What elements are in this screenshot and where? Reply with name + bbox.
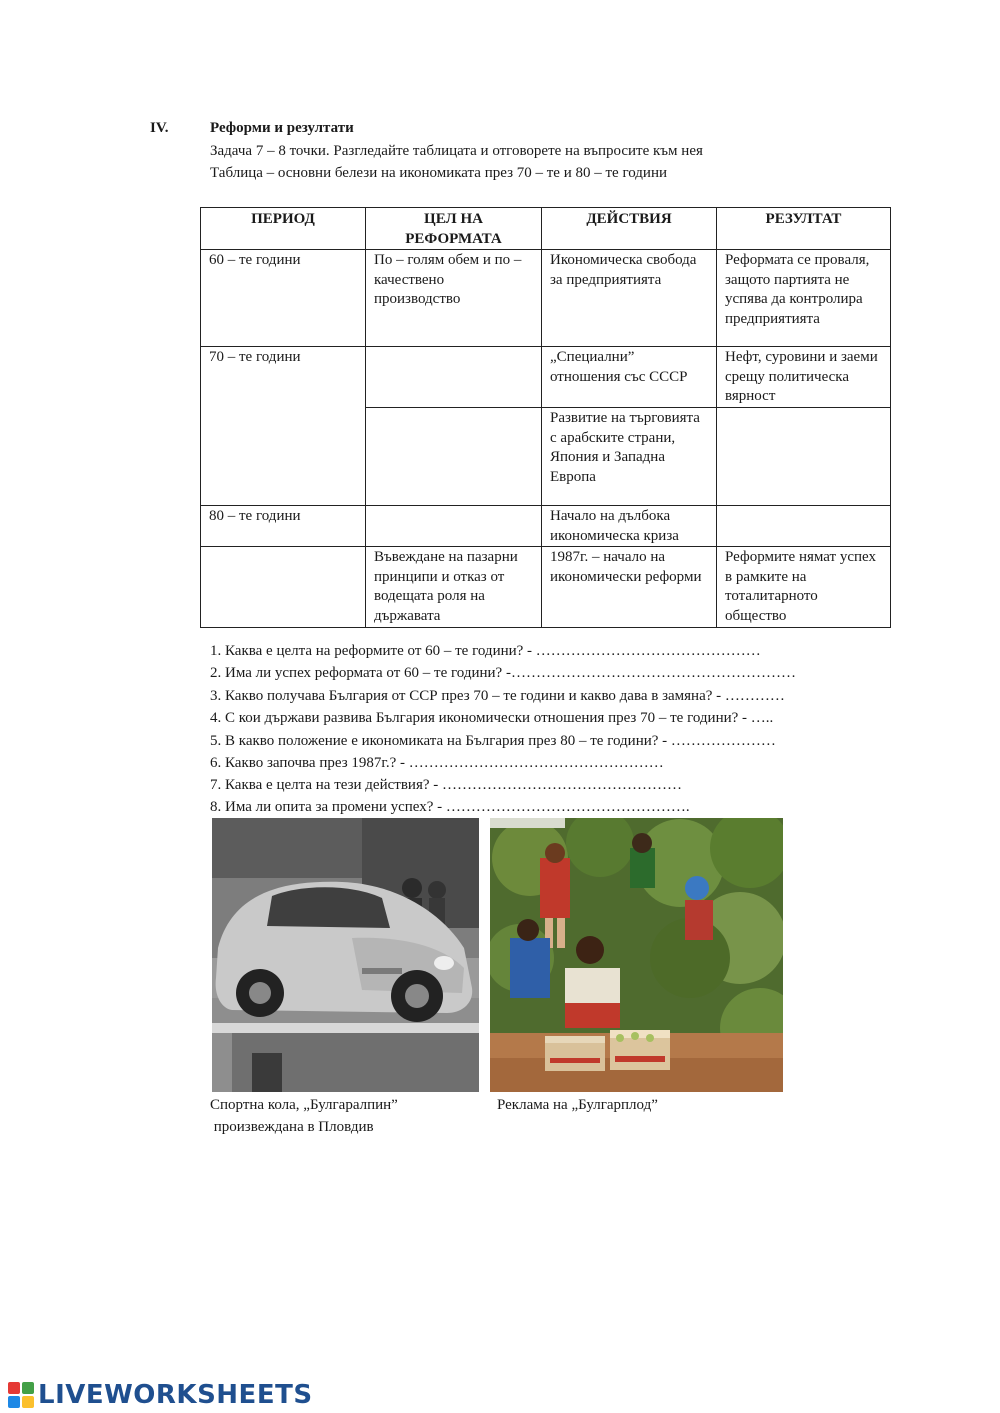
question-8: 8. Има ли опита за промени успех? - …………………………………………. [210, 799, 690, 815]
section-title: Реформи и резултати [210, 120, 354, 136]
table-row [201, 547, 891, 627]
table-row [201, 347, 891, 408]
cell-result [717, 407, 891, 505]
cell-goal [366, 407, 542, 505]
question-4: 4. С кои държави развива България икономически отношения през 70 – те години? - ….. [210, 710, 774, 726]
cell-result: Реформите нямат успех в рамките на тоталитарното общество [717, 547, 891, 627]
cell-goal [366, 505, 542, 546]
logo-block-red [8, 1382, 20, 1394]
cell-period [201, 547, 366, 627]
table-caption: Таблица – основни белези на икономиката през 70 – те и 80 – те години [210, 165, 668, 181]
cell-result [717, 505, 891, 546]
question-7: 7. Каква е целта на тези действия? - ………………………………………… [210, 777, 682, 793]
cell-actions: Развитие на търговията с арабските страни, Япония и Западна Европа [542, 407, 717, 505]
table-row [201, 250, 891, 347]
logo-block-green [22, 1382, 34, 1394]
task-description: Задача 7 – 8 точки. Разгледайте таблицата и отговорете на въпросите към нея [210, 143, 703, 159]
cell-period: 80 – те години [201, 505, 366, 546]
sports-car-photo [212, 818, 479, 1092]
table-row [201, 505, 891, 546]
car-caption-line2: произвеждана в Пловдив [210, 1119, 374, 1135]
cell-actions: 1987г. – начало на икономически реформи [542, 547, 717, 627]
cell-actions: Икономическа свобода за предприятията [542, 250, 717, 347]
brand-name: LIVEWORKSHEETS [38, 1380, 313, 1410]
question-1: 1. Каква е целта на реформите от 60 – те години? - ……………………………………… [210, 643, 761, 659]
cell-goal: По – голям обем и по – качествено производство [366, 250, 542, 347]
cell-period: 60 – те години [201, 250, 366, 347]
section-number: IV. [150, 120, 169, 136]
cell-actions: Начало на дълбока икономическа криза [542, 505, 717, 546]
table-header-row [201, 208, 891, 250]
cell-goal: Въвеждане на пазарни принципи и отказ от водещата роля на държавата [366, 547, 542, 627]
cell-actions: „Специални” отношения със СССР [542, 347, 717, 408]
logo-blocks-icon [8, 1382, 34, 1408]
cell-period: 70 – те години [201, 347, 366, 506]
cell-result: Нефт, суровини и заеми срещу политическа вярност [717, 347, 891, 408]
cell-goal [366, 347, 542, 408]
grape-harvest-photo [490, 818, 783, 1092]
question-6: 6. Какво започва през 1987г.? - …………………………………………… [210, 755, 664, 771]
header-period: ПЕРИОД [201, 208, 366, 250]
grape-caption: Реклама на „Булгарплод” [497, 1097, 658, 1113]
economy-table [200, 207, 891, 628]
header-goal: ЦЕЛ НА РЕФОРМАТА [366, 208, 542, 250]
header-actions: ДЕЙСТВИЯ [542, 208, 717, 250]
question-2: 2. Има ли успех реформата от 60 – те години? -………………………………………………… [210, 665, 796, 681]
liveworksheets-logo[interactable] [8, 1378, 313, 1412]
car-caption-line1: Спортна кола, „Булгаралпин” [210, 1097, 398, 1113]
cell-result: Реформата се проваля, защото партията не успява да контролира предприятията [717, 250, 891, 347]
header-result: РЕЗУЛТАТ [717, 208, 891, 250]
logo-block-yellow [22, 1396, 34, 1408]
question-3: 3. Какво получава България от ССР през 70 – те години и какво дава в замяна? - ………… [210, 688, 785, 704]
question-5: 5. В какво положение е икономиката на България през 80 – те години? - ………………… [210, 733, 776, 749]
logo-block-blue [8, 1396, 20, 1408]
